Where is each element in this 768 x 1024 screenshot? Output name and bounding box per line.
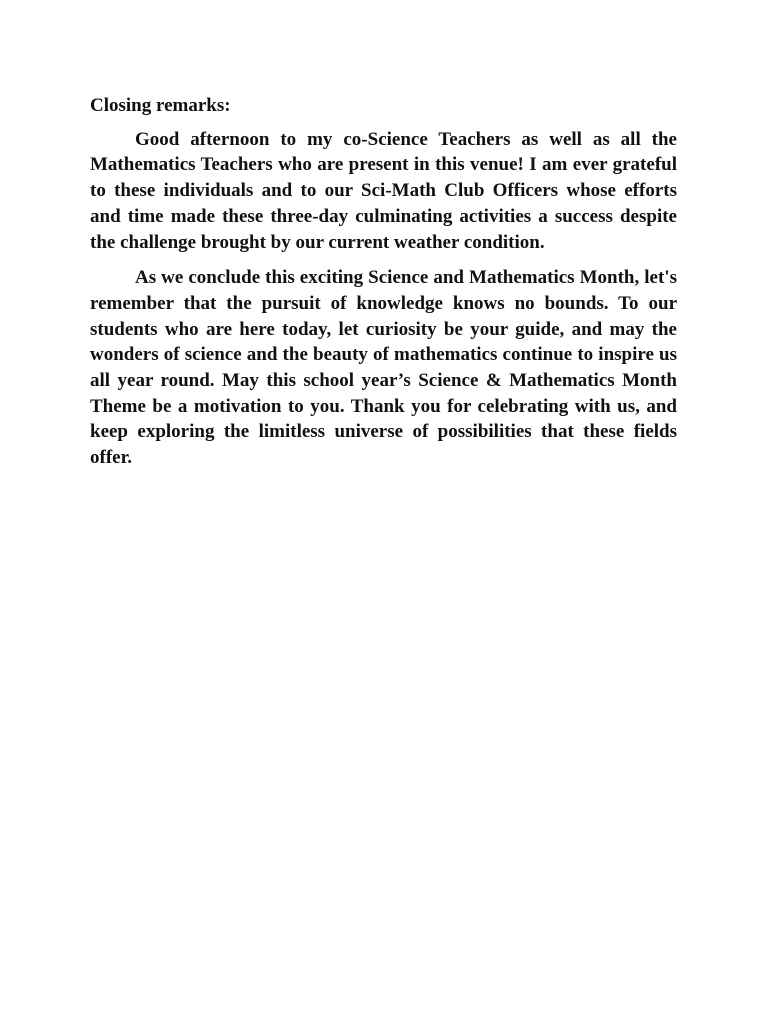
paragraph-conclusion: As we conclude this exciting Science and Mathematics Month, let's remember that the pursuit of knowledge knows no bounds. To our students who are here today, let curiosity be your guide, and may the wonders of science and the beauty of mathematics continue to inspire us all year round. May this school year’s Science & Mathematics Month Theme be a motivation to you. Thank you for celebrating with us, and keep exploring the limitless universe of possibilities that these fields offer. [90,267,677,469]
paragraph-greeting: Good afternoon to my co-Science Teachers as well as all the Mathematics Teachers who are present in this venue! I am ever grateful to these individuals and to our Sci-Math Club Officers whose efforts and time made these three-day culminating activities a success despite the challenge brought by our current weather condition. [90,128,677,253]
document-body [90,93,677,481]
closing-remarks-heading: Closing remarks: [90,95,231,116]
